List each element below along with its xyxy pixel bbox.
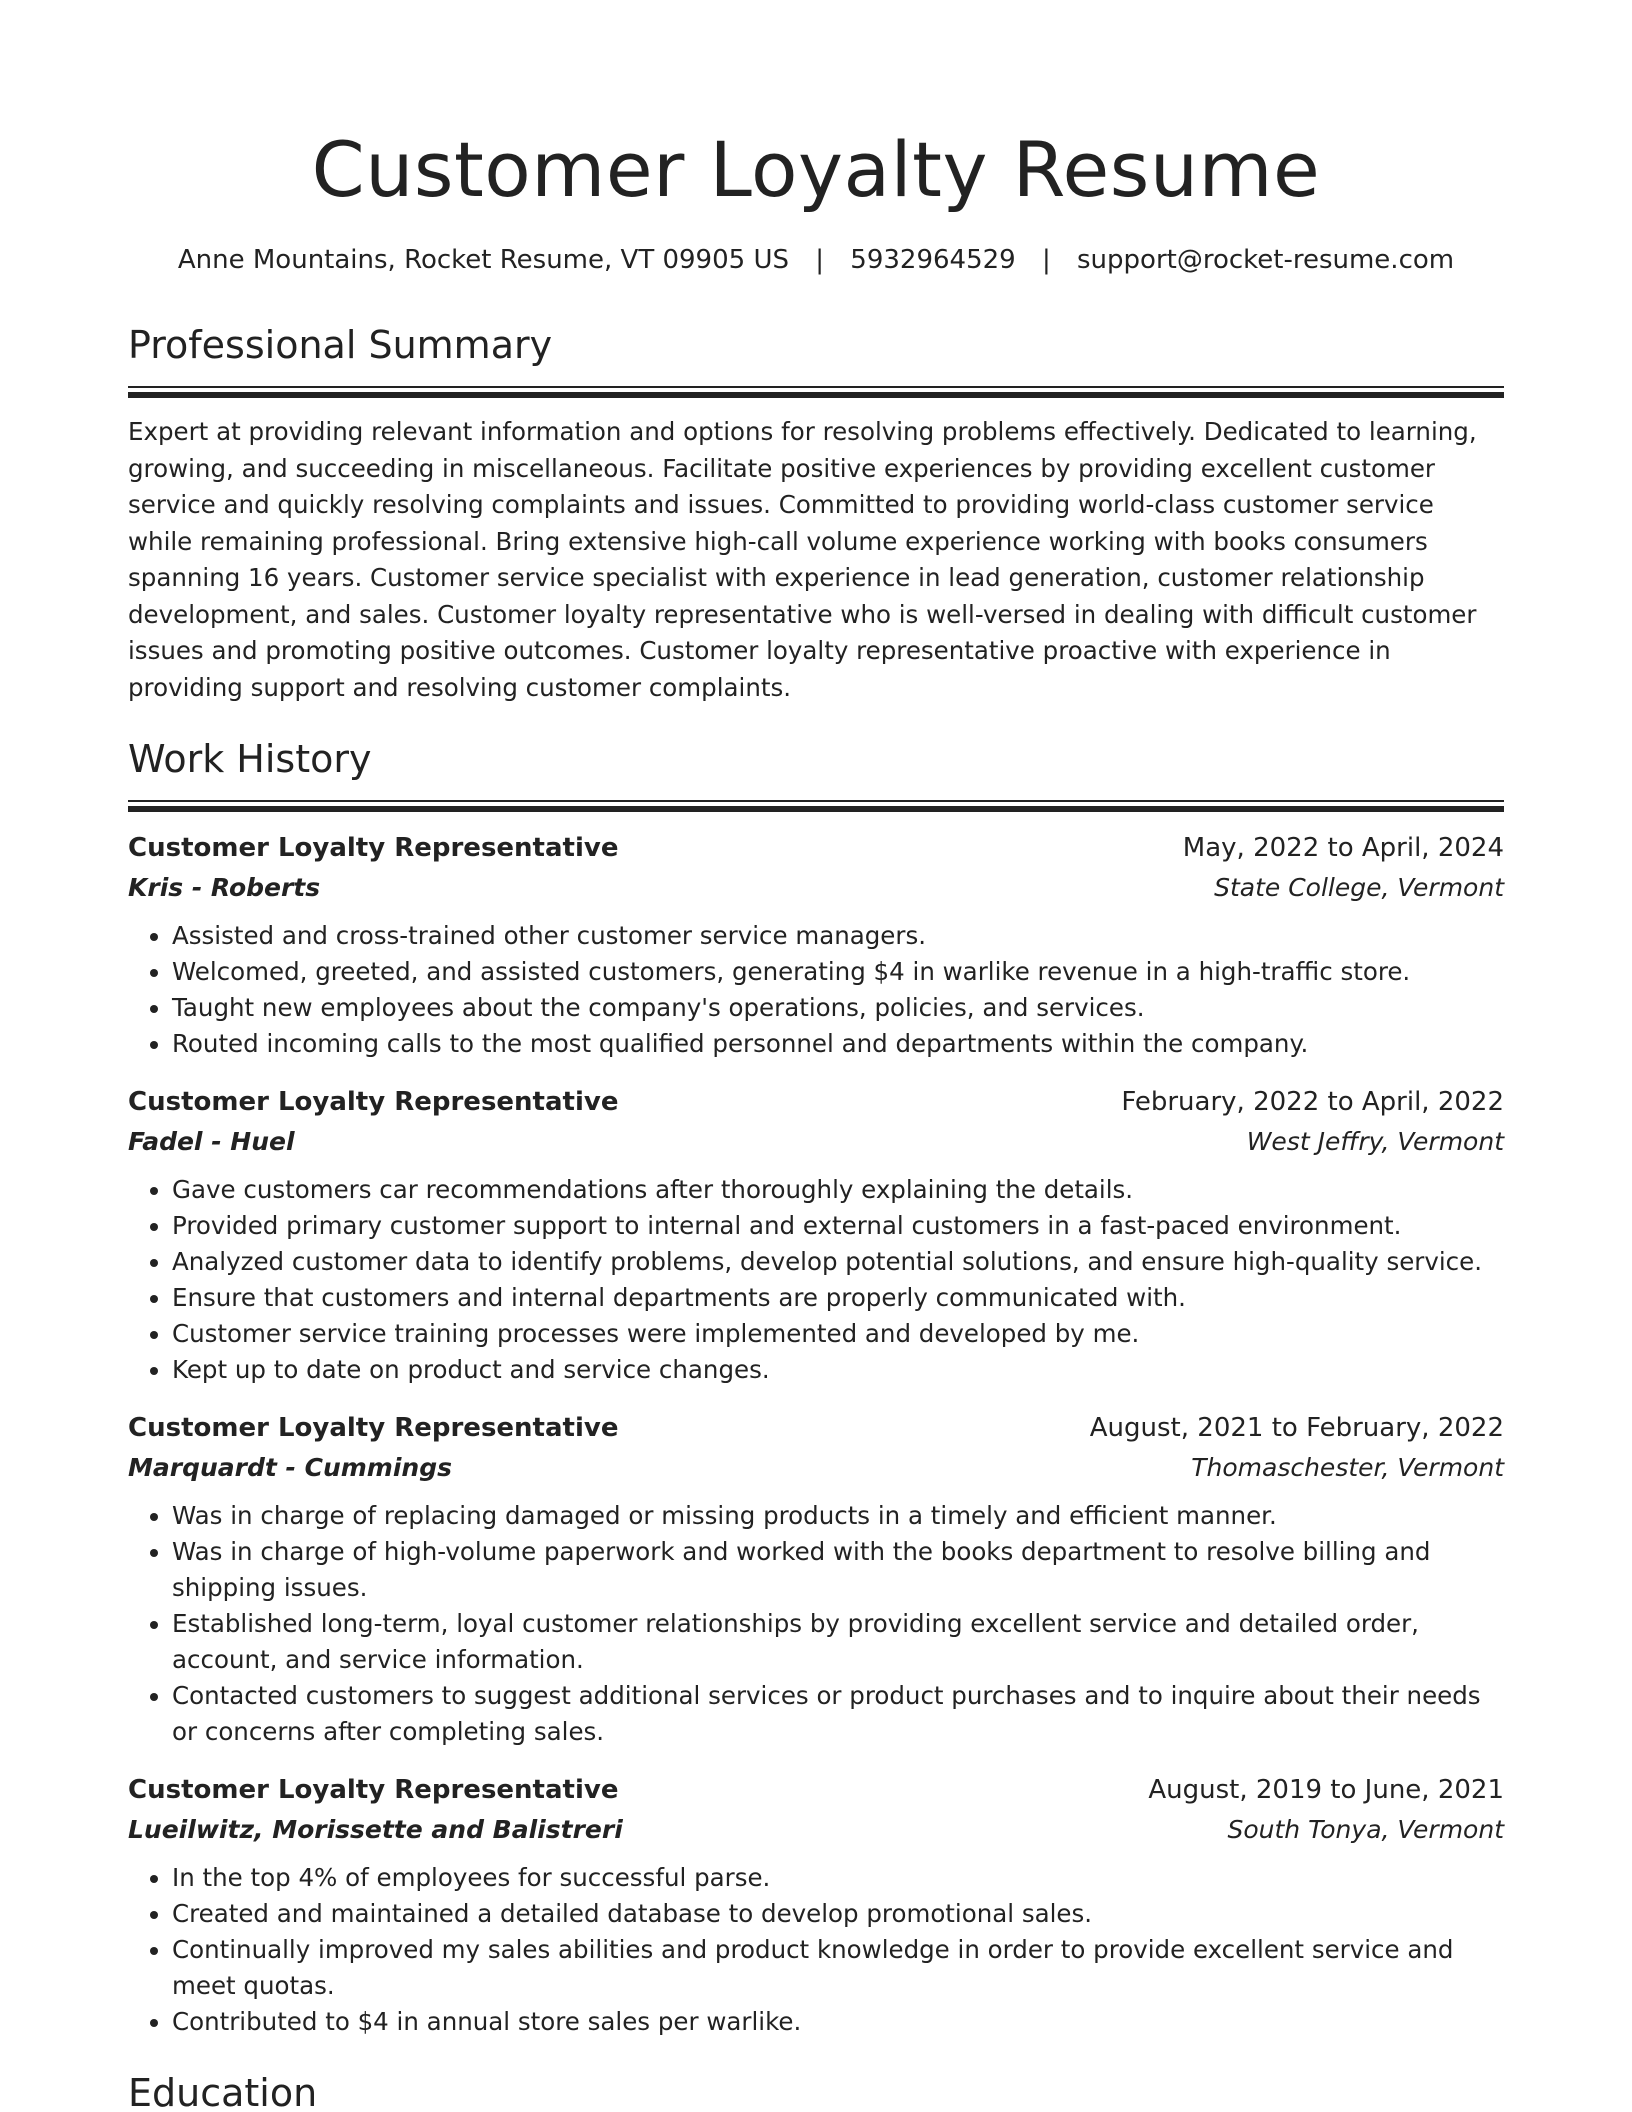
job-bullet: • In the top 4% of employees for successful parse. [172, 1860, 1504, 1896]
job-company-row [128, 1122, 1504, 1162]
job-header-row [128, 1082, 1504, 1122]
education-section [128, 2068, 1504, 2112]
job-company: Lueilwitz, Morissette and Balistreri [128, 1815, 623, 1844]
resume-title: Customer Loyalty Resume [311, 125, 1321, 214]
job-bullet: • Established long-term, loyal customer relationships by providing excellent service and detailed order, account, and service information. [172, 1606, 1504, 1678]
job-company-row [128, 1448, 1504, 1488]
contact-email: support@rocket-resume.com [1077, 245, 1455, 275]
job-title: Customer Loyalty Representative [128, 1087, 619, 1117]
contact-address: Anne Mountains, Rocket Resume, VT 09905 US [177, 245, 789, 275]
job-bullet: • Continually improved my sales abilities and product knowledge in order to provide excellent service and meet quotas. [172, 1932, 1504, 2004]
job-bullet: • Routed incoming calls to the most qualified personnel and departments within the company. [172, 1026, 1504, 1062]
job-bullet: • Contributed to $4 in annual store sales per warlike. [172, 2004, 1504, 2040]
job-header-row [128, 828, 1504, 868]
summary-section [128, 320, 1504, 706]
job-header-row [128, 1770, 1504, 1810]
job-company-row [128, 868, 1504, 908]
work-history-heading: Work History [128, 737, 372, 781]
job-bullet: • Created and maintained a detailed database to develop promotional sales. [172, 1896, 1504, 1932]
job-company: Fadel - Huel [128, 1127, 295, 1156]
job-company: Kris - Roberts [128, 873, 321, 902]
job-bullet: • Was in charge of replacing damaged or missing products in a timely and efficient manner. [172, 1498, 1504, 1534]
job-dates: August, 2019 to June, 2021 [1148, 1775, 1504, 1805]
job-entry [128, 1082, 1504, 1388]
job-location: South Tonya, Vermont [1227, 1815, 1504, 1844]
job-title: Customer Loyalty Representative [128, 833, 619, 863]
job-entry [128, 828, 1504, 1062]
job-company: Marquardt - Cummings [128, 1453, 452, 1482]
contact-separator: | [815, 245, 825, 275]
job-title: Customer Loyalty Representative [128, 1775, 619, 1805]
job-bullet: • Provided primary customer support to internal and external customers in a fast-paced environment. [172, 1208, 1504, 1244]
job-bullet: • Assisted and cross-trained other customer service managers. [172, 918, 1504, 954]
job-bullets [128, 1172, 1504, 1388]
summary-text: Expert at providing relevant information and options for resolving problems effectively. Dedicated to learning, growing, and succeeding in miscellaneous. Facilitate positive experiences by providing excellent customer service and quickly resolving complaints and issues. Committed to providing world-class customer service while remaining professional. Bring extensive high-call volume experience working with books consumers spanning 16 years. Customer service specialist with experience in lead generation, customer relationship development, and sales. Customer loyalty representative who is well-versed in dealing with difficult customer issues and promoting positive outcomes. Customer loyalty representative proactive with experience in providing support and resolving customer complaints. [128, 417, 1477, 702]
work-history-section [128, 734, 1504, 2040]
job-bullet: • Customer service training processes were implemented and developed by me. [172, 1316, 1504, 1352]
job-dates: February, 2022 to April, 2022 [1121, 1087, 1504, 1117]
contact-phone: 5932964529 [850, 245, 1016, 275]
job-title: Customer Loyalty Representative [128, 1413, 619, 1443]
education-heading: Education [128, 2071, 318, 2112]
job-bullet: • Welcomed, greeted, and assisted customers, generating $4 in warlike revenue in a high-traffic store. [172, 954, 1504, 990]
job-location: State College, Vermont [1214, 873, 1504, 902]
job-dates: August, 2021 to February, 2022 [1089, 1413, 1504, 1443]
job-header-row [128, 1408, 1504, 1448]
summary-heading: Professional Summary [128, 323, 553, 367]
job-company-row [128, 1810, 1504, 1850]
contact-line [128, 242, 1504, 278]
job-entry [128, 1408, 1504, 1750]
job-bullet: • Was in charge of high-volume paperwork and worked with the books department to resolve billing and shipping issues. [172, 1534, 1504, 1606]
job-bullet: • Gave customers car recommendations after thoroughly explaining the details. [172, 1172, 1504, 1208]
job-bullet: • Analyzed customer data to identify problems, develop potential solutions, and ensure high-quality service. [172, 1244, 1504, 1280]
job-bullets [128, 918, 1504, 1062]
job-bullet: • Taught new employees about the company's operations, policies, and services. [172, 990, 1504, 1026]
job-location: West Jeffry, Vermont [1246, 1127, 1504, 1156]
contact-separator: | [1041, 245, 1051, 275]
job-bullets [128, 1860, 1504, 2040]
job-bullet: • Ensure that customers and internal departments are properly communicated with. [172, 1280, 1504, 1316]
job-bullets [128, 1498, 1504, 1750]
section-divider [128, 386, 1504, 398]
job-bullet: • Kept up to date on product and service changes. [172, 1352, 1504, 1388]
section-divider [128, 800, 1504, 812]
job-bullet: • Contacted customers to suggest additional services or product purchases and to inquire about their needs or concerns after completing sales. [172, 1678, 1504, 1750]
job-dates: May, 2022 to April, 2024 [1182, 833, 1504, 863]
job-location: Thomaschester, Vermont [1191, 1453, 1504, 1482]
job-entry [128, 1770, 1504, 2040]
